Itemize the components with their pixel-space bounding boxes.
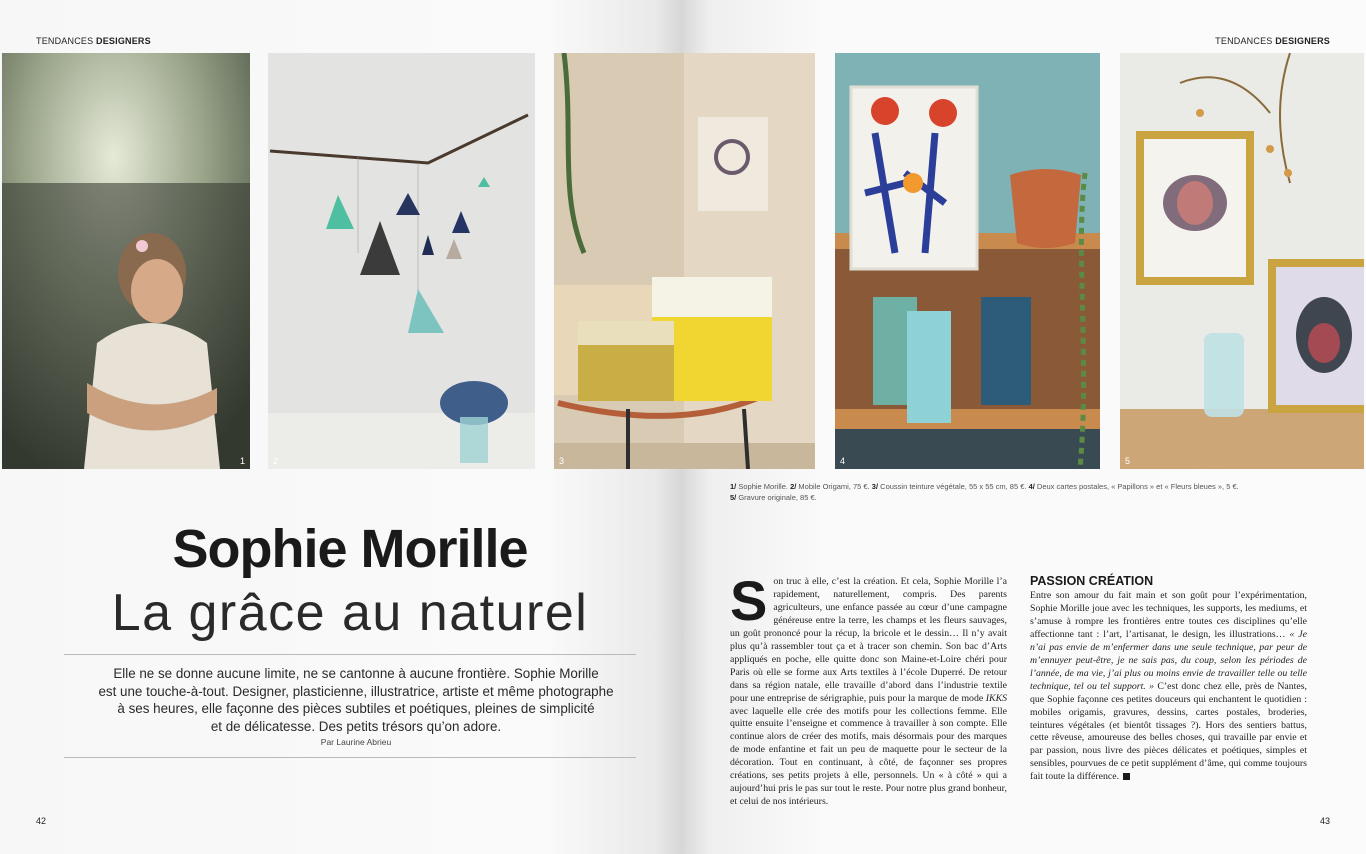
caption-number: 5/ bbox=[730, 493, 737, 502]
photo-number: 4 bbox=[840, 456, 846, 466]
photo-number: 5 bbox=[1125, 456, 1131, 466]
caption-number: 1/ bbox=[730, 482, 737, 491]
caption-text: Sophie Morille. bbox=[736, 482, 788, 491]
caption-text: Deux cartes postales, « Papillons » et « Fleurs bleues », 5 €. bbox=[1034, 482, 1239, 491]
end-mark-icon bbox=[1123, 773, 1130, 780]
section-heading: PASSION CRÉATION bbox=[1030, 574, 1154, 588]
intro-line: est une touche-à-tout. Designer, plasticienne, illustratrice, artiste et même photographe bbox=[98, 683, 614, 699]
origami-mobile-photo-icon bbox=[268, 53, 535, 469]
body-text: avec laquelle elle crée des motifs pour les collections femme. Elle quitte ensuite l’enseigne et commence à travailler à son compte. Elle continue alors de créer des motifs, mais désormais pour des marques de mode enfantine et fait un peu de maquette pour le secteur de la décoration. Tout en continuant, à côté, de façonner ses propres créations, ses petits projets à elle, personnels. Un « à côté » qui a aujourd’hui pris le pas sur tout le reste. Pour notre plus grand bonheur, et celui de nos intérieurs. bbox=[730, 705, 1007, 808]
body-text: C’est donc chez elle, près de Nantes, que Sophie façonne ces petites douceurs qui enchantent le quotidien : mobiles origamis, gravures, dessins, cartes postales, broderies, teintures végétales (et bientôt tissages ?). Hors des sentiers battus, cette rêveuse, amoureuse des belles choses, qui travaille par envie et par passion, nous livre des pièces délicates et poétiques, simples et sensibles, pourvues de ce petit supplément d’âme, qui comme toujours fait toute la différence. bbox=[1030, 680, 1307, 783]
photo-origami-mobile bbox=[268, 53, 535, 469]
quote-text: « Je n’ai pas envie de m’enfermer dans une seule technique, par peur de m’ennuyer peut-être, je ne sais pas, du coup, selon les périodes de l’année, de ma vie, j’ai plus ou moins envie de travailler telle ou telle technique, tel ou tel support. » bbox=[1030, 628, 1308, 692]
caption-number: 3/ bbox=[871, 482, 879, 491]
portrait-photo-icon bbox=[2, 53, 250, 469]
body-text: Entre son amour du fait main et son goût pour l’expérimentation, Sophie Morille joue avec les techniques, les supports, les mediums, et s’amuse à rompre les frontières entre toutes ces disciplines qu’elle affectionne tant : l’art, l’artisanat, le design, les illustrations… bbox=[1030, 590, 1307, 640]
body-paragraph bbox=[1030, 590, 1307, 784]
article-subtitle: La grâce au naturel bbox=[111, 584, 589, 642]
engravings-frames-photo-icon bbox=[1120, 53, 1364, 469]
caption-text: Coussin teinture végétale, 55 x 55 cm, 85 €. bbox=[878, 482, 1027, 491]
article-intro bbox=[70, 665, 642, 735]
body-text: on truc à elle, c’est la création. Et cela, Sophie Morille l’a rapidement, naturellement, compris. Des parents agriculteurs, une enfance passée au cœur d’une campagne généreuse entre la terre, les champs et les fleurs sauvages, un goût prononcé pour la récup, la bricole et le dessin… Il n’y avait plus qu’à rassembler tout ça et à tracer son chemin. Son bac d’Arts appliqués en poche, elle quitte donc son Maine-et-Loire chéri pour Paris où elle se forme aux Arts textiles à l’école Duperré. De retour dans sa région natale, elle travaille d’abord dans l’industrie textile pour une entreprise de sérigraphie, puis pour la marque de mode bbox=[730, 576, 1007, 704]
caption-number: 4/ bbox=[1028, 482, 1035, 491]
body-column-2 bbox=[1030, 574, 1307, 784]
page-number-left: 42 bbox=[36, 816, 47, 826]
photo-number: 1 bbox=[239, 456, 245, 466]
article-title: Sophie Morille bbox=[172, 519, 528, 579]
running-head-section: TENDANCES bbox=[1215, 36, 1273, 46]
cushion-bench-photo-icon bbox=[554, 53, 815, 469]
photo-captions bbox=[730, 481, 1290, 503]
running-head-section: TENDANCES bbox=[36, 36, 94, 46]
photo-engravings-frames bbox=[1120, 53, 1364, 469]
body-column-1 bbox=[730, 569, 1007, 809]
caption-text: Gravure originale, 85 €. bbox=[736, 493, 817, 502]
photo-number: 2 bbox=[273, 456, 279, 466]
caption-text: Mobile Origami, 75 €. bbox=[796, 482, 870, 491]
page-number-right: 43 bbox=[1319, 816, 1330, 826]
divider bbox=[64, 757, 636, 758]
running-head-left bbox=[36, 36, 151, 46]
photo-number: 3 bbox=[559, 456, 565, 466]
postcards-shelf-photo-icon bbox=[835, 53, 1100, 469]
drop-cap: S bbox=[730, 569, 768, 632]
caption-number: 2/ bbox=[790, 482, 797, 491]
running-head-right bbox=[1215, 36, 1330, 46]
running-head-bold: DESIGNERS bbox=[96, 36, 151, 46]
photo-cushion-bench bbox=[554, 53, 815, 469]
intro-line: à ses heures, elle façonne des pièces subtiles et poétiques, pleines de simplicité bbox=[117, 701, 595, 716]
byline: Par Laurine Abrieu bbox=[320, 737, 392, 747]
intro-line: et de délicatesse. Des petits trésors qu’on adore. bbox=[210, 718, 502, 734]
intro-line: Elle ne se donne aucune limite, ne se cantonne à aucune frontière. Sophie Morille bbox=[113, 666, 599, 681]
divider bbox=[64, 654, 636, 655]
running-head-bold: DESIGNERS bbox=[1275, 36, 1330, 46]
brand-name: IKKS bbox=[985, 692, 1007, 704]
photo-portrait bbox=[2, 53, 250, 469]
photo-postcards-shelf bbox=[835, 53, 1100, 469]
